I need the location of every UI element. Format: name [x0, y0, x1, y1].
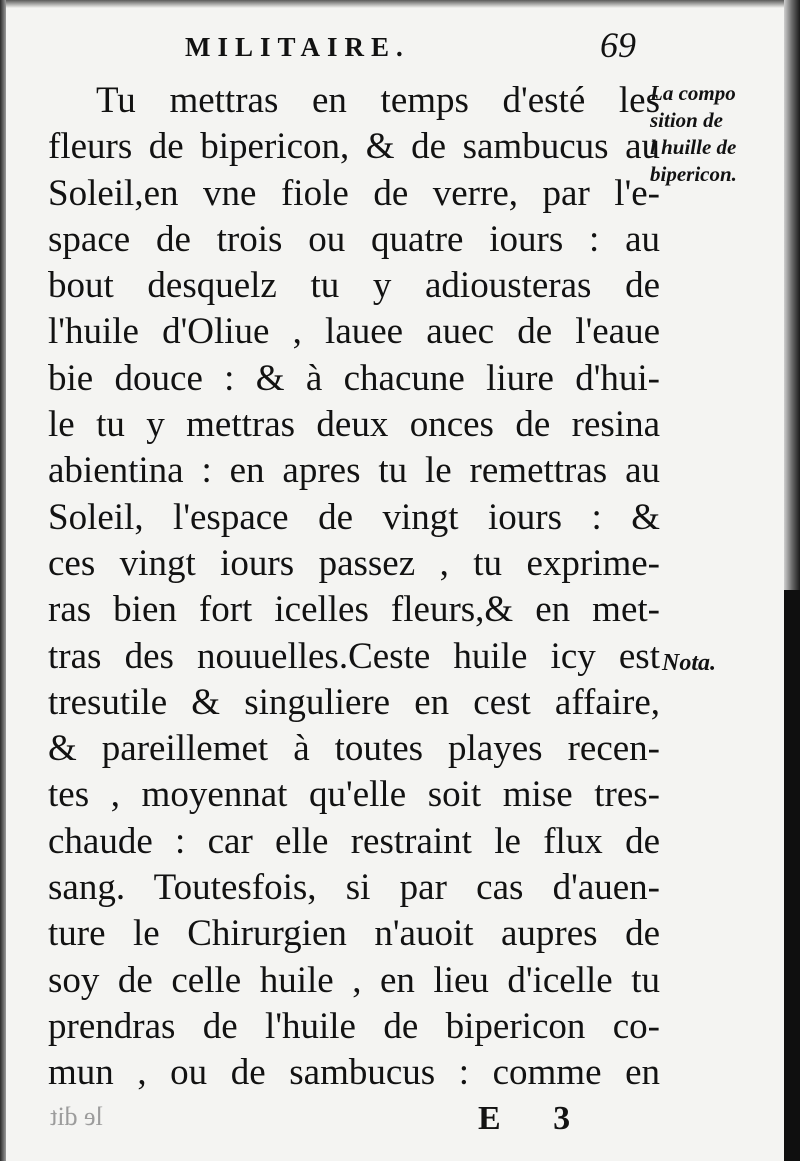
text-line: tresutile & singuliere en cest affaire, — [48, 681, 660, 723]
text-line: fleurs de bipericon, & de sambucus au — [48, 126, 660, 168]
signature-mark: E 3 — [478, 1100, 593, 1137]
text-line: abientina : en apres tu le remettras au — [48, 450, 660, 492]
text-line: le tu y mettras deux onces de resina — [48, 404, 660, 446]
text-line: prendras de l'huile de bipericon co- — [48, 1005, 660, 1047]
margin-note-line: sition de — [650, 108, 723, 132]
page-number: 69 — [600, 25, 636, 65]
margin-note — [650, 80, 785, 188]
text-line: Soleil, l'espace de vingt iours : & — [48, 496, 660, 538]
text-line: tras des nouuelles.Ceste huile icy est — [48, 635, 660, 677]
text-line: space de trois ou quatre iours : au — [48, 218, 660, 260]
page-top-edge — [0, 0, 800, 8]
text-line: l'huile d'Oliue , lauee auec de l'eaue — [48, 311, 660, 353]
margin-note-line: l huille de — [650, 135, 737, 159]
text-line: ture le Chirurgien n'auoit aupres de — [48, 913, 660, 955]
text-line: Soleil,en vne fiole de verre, par l'e- — [48, 172, 660, 214]
text-line: Tu mettras en temps d'esté les — [96, 80, 660, 121]
nota-note: Nota. — [662, 650, 716, 676]
margin-note-line: La compo — [650, 81, 736, 105]
text-line: bout desquelz tu y adiousteras de — [48, 265, 660, 307]
text-line: tes , moyennat qu'elle soit mise tres- — [48, 774, 660, 816]
page-left-edge — [0, 0, 6, 1161]
text-line: mun , ou de sambucus : comme en — [48, 1052, 660, 1094]
text-line: & pareillemet à toutes playes recen- — [48, 728, 660, 770]
text-line: ces vingt iours passez , tu exprime- — [48, 542, 660, 584]
text-line: soy de celle huile , en lieu d'icelle tu — [48, 959, 660, 1001]
page-right-edge-shadow — [784, 590, 800, 1161]
margin-note-line: bipericon. — [650, 162, 737, 186]
running-head: MILITAIRE. — [185, 32, 410, 62]
text-line: bie douce : & à chacune liure d'hui- — [48, 357, 660, 399]
text-line: sang. Toutesfois, si par cas d'auen- — [48, 867, 660, 909]
text-line: ras bien fort icelles fleurs,& en met- — [48, 589, 660, 631]
text-line: chaude : car elle restraint le flux de — [48, 820, 660, 862]
show-through-text: le dit — [50, 1102, 103, 1131]
body-text — [48, 78, 660, 1097]
